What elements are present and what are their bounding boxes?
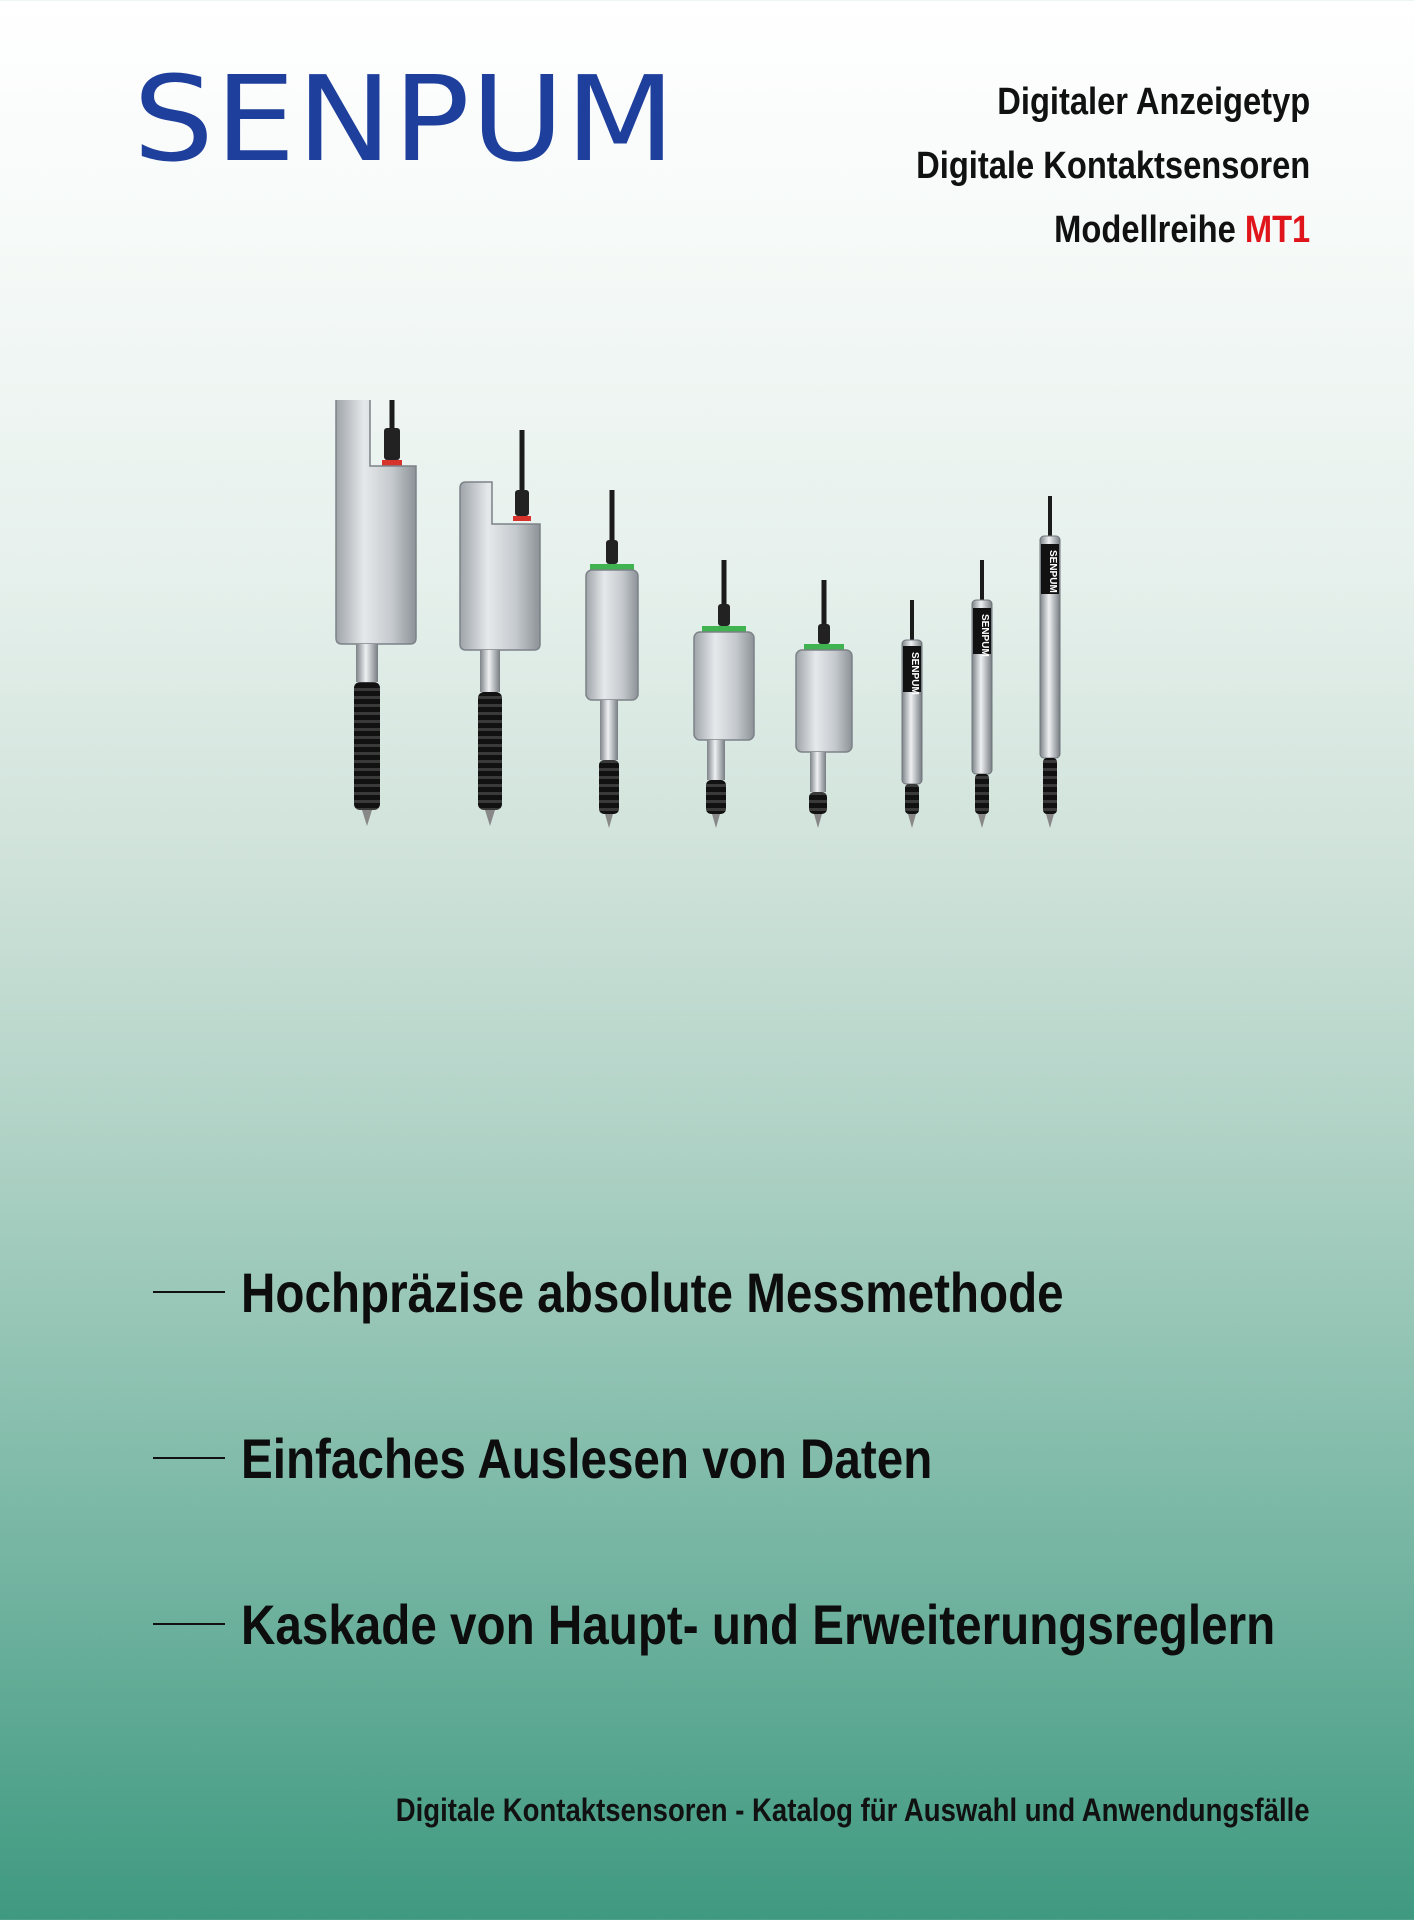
sensor-unit-1 <box>328 400 416 826</box>
feature-item <box>153 1594 1414 1654</box>
feature-dash <box>153 1457 225 1459</box>
sensor-unit-7 <box>972 560 992 828</box>
device-label: SENPUM <box>979 614 990 657</box>
catalog-footer: Digitale Kontaktsensoren - Katalog für Auswahl und Anwendungsfälle <box>396 1792 1310 1828</box>
header-line-1: Digitaler Anzeigetyp <box>997 81 1310 123</box>
header-line-3 <box>916 208 1310 272</box>
header-line-2: Digitale Kontaktsensoren <box>915 145 1310 187</box>
device-label: SENPUM <box>909 652 920 695</box>
feature-text: Kaskade von Haupt- und Erweiterungsreglern <box>241 1592 1276 1656</box>
device-label: SENPUM <box>1047 550 1058 593</box>
feature-dash <box>153 1291 225 1293</box>
sensor-unit-2 <box>460 430 540 826</box>
feature-text: Einfaches Auslesen von Daten <box>241 1426 933 1490</box>
sensor-unit-4 <box>694 560 754 828</box>
header-titles <box>916 80 1310 272</box>
sensor-unit-3 <box>586 490 638 828</box>
product-image <box>320 400 1080 1040</box>
feature-item <box>153 1262 1209 1322</box>
feature-dash <box>153 1623 225 1625</box>
feature-item <box>153 1428 1054 1488</box>
feature-text: Hochpräzise absolute Messmethode <box>241 1260 1064 1324</box>
series-label: Modellreihe <box>1053 209 1245 251</box>
sensor-unit-8 <box>1040 496 1060 828</box>
sensor-unit-5 <box>796 580 852 828</box>
model-name: MT1 <box>1244 209 1310 251</box>
sensor-unit-6 <box>902 600 922 828</box>
brand-logo: SENPUM <box>133 50 677 188</box>
